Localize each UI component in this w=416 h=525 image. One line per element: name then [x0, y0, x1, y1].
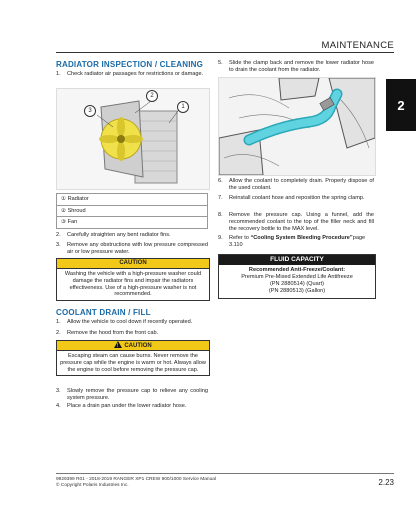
step-1: [56, 71, 208, 78]
section-header: MAINTENANCE: [321, 40, 394, 51]
drain-step-7: [218, 195, 374, 202]
header-divider: [56, 52, 394, 53]
drain-step-2: [56, 330, 208, 337]
step-2: [56, 232, 208, 239]
section-title-radiator: RADIATOR INSPECTION / CLEANING: [56, 60, 204, 69]
step-number: 9.: [218, 235, 223, 241]
step-3: [56, 242, 208, 256]
chapter-tab: 2: [386, 79, 416, 131]
fluid-capacity-heading: FLUID CAPACITY: [219, 255, 375, 265]
step-number: 7.: [218, 195, 223, 201]
page-number: 2.23: [378, 478, 394, 487]
footer: [56, 477, 216, 489]
drain-step-1: [56, 319, 208, 326]
fluid-capacity-box: [218, 254, 376, 299]
fluid-subheading: Recommended Anti-Freeze/Coolant:: [248, 267, 346, 273]
step-number: 3.: [56, 388, 61, 394]
footer-divider: [56, 473, 394, 474]
step-text: [229, 235, 374, 249]
caution-box-steam: [56, 340, 210, 376]
step-number: 5.: [218, 60, 223, 66]
step-number: 2.: [56, 232, 61, 238]
step-text: Slowly remove the pressure cap to relieve any cooling system pressure.: [67, 388, 208, 401]
step-text: Remove any obstructions with low pressure compressed air or low pressure water.: [67, 242, 208, 255]
step-text: Check radiator air passages for restrictions or damage.: [67, 71, 204, 77]
step-number: 4.: [56, 403, 61, 409]
caution-heading: [57, 341, 209, 351]
page-reference: page 3.110: [229, 235, 366, 248]
refer-text: Refer to: [229, 235, 251, 241]
drain-step-4: [56, 403, 208, 410]
step-text: Remove the pressure cap. Using a funnel, add the recommended coolant to the top of the filler neck and fill the recovery bottle to the MAX level.: [229, 212, 374, 232]
step-number: 1.: [56, 319, 61, 325]
drain-step-9: [218, 235, 374, 249]
procedure-link[interactable]: “Cooling System Bleeding Procedure”: [250, 235, 353, 241]
step-number: 8.: [218, 212, 223, 218]
step-text: Place a drain pan under the lower radiator hose.: [67, 403, 187, 409]
step-number: 1.: [56, 71, 61, 77]
step-text: Slide the clamp back and remove the lower radiator hose to drain the coolant from the radiator.: [229, 60, 374, 73]
hose-illustration: [219, 78, 375, 175]
step-number: 6.: [218, 178, 223, 184]
step-text: Allow the coolant to completely drain. Properly dispose of the used coolant.: [229, 178, 374, 191]
step-number: 3.: [56, 242, 61, 248]
callout-1: 1: [177, 101, 189, 113]
radiator-image: [56, 88, 210, 190]
step-text: Carefully straighten any bent radiator fins.: [67, 232, 171, 238]
drain-step-8: [218, 212, 374, 233]
step-text: Remove the hood from the front cab.: [67, 330, 159, 336]
hose-image: [218, 77, 376, 176]
caution-heading: CAUTION: [57, 259, 209, 269]
caution-body: Washing the vehicle with a high-pressure washer could damage the radiator fins and impair the radiators effectiveness. Use of a high-pressure washer is not recommended.: [64, 271, 202, 298]
fluid-line: (PN 2880514) (Quart): [269, 281, 325, 287]
fluid-capacity-body: [219, 265, 375, 298]
legend-fan: ③ Fan: [61, 219, 78, 225]
caution-body: Escaping steam can cause burns. Never remove the pressure cap while the engine is warm or hot. Always allow the engine to cool before removing the pressure cap.: [60, 353, 206, 373]
caution-box-pressure-washer: [56, 258, 210, 301]
callout-2: 2: [146, 90, 158, 102]
fluid-line: (PN 2880513) (Gallon): [268, 288, 326, 294]
step-text: Reinstall coolant hose and reposition the spring clamp.: [229, 195, 365, 201]
drain-step-6: [218, 178, 374, 192]
drain-step-5: [218, 60, 374, 74]
footer-manual: 9929399 R01 - 2018-2019 RANGER XP1 CREW 900/1000 Service Manual: [56, 477, 216, 482]
callout-legend: [56, 193, 208, 229]
footer-copyright: © Copyright Polaris Industries Inc.: [56, 483, 129, 488]
legend-shroud: ② Shroud: [57, 206, 207, 218]
section-title-coolant: COOLANT DRAIN / FILL: [56, 308, 151, 317]
step-text: Allow the vehicle to cool down if recently operated.: [67, 319, 193, 325]
step-number: 2.: [56, 330, 61, 336]
drain-step-3: [56, 388, 208, 402]
caution-heading-text: CAUTION: [124, 343, 152, 349]
fluid-line: Premium Pre-Mixed Extended Life Antifreeze: [241, 274, 353, 280]
callout-3: 3: [84, 105, 96, 117]
legend-radiator: ① Radiator: [57, 194, 207, 206]
warning-icon: [114, 341, 122, 348]
